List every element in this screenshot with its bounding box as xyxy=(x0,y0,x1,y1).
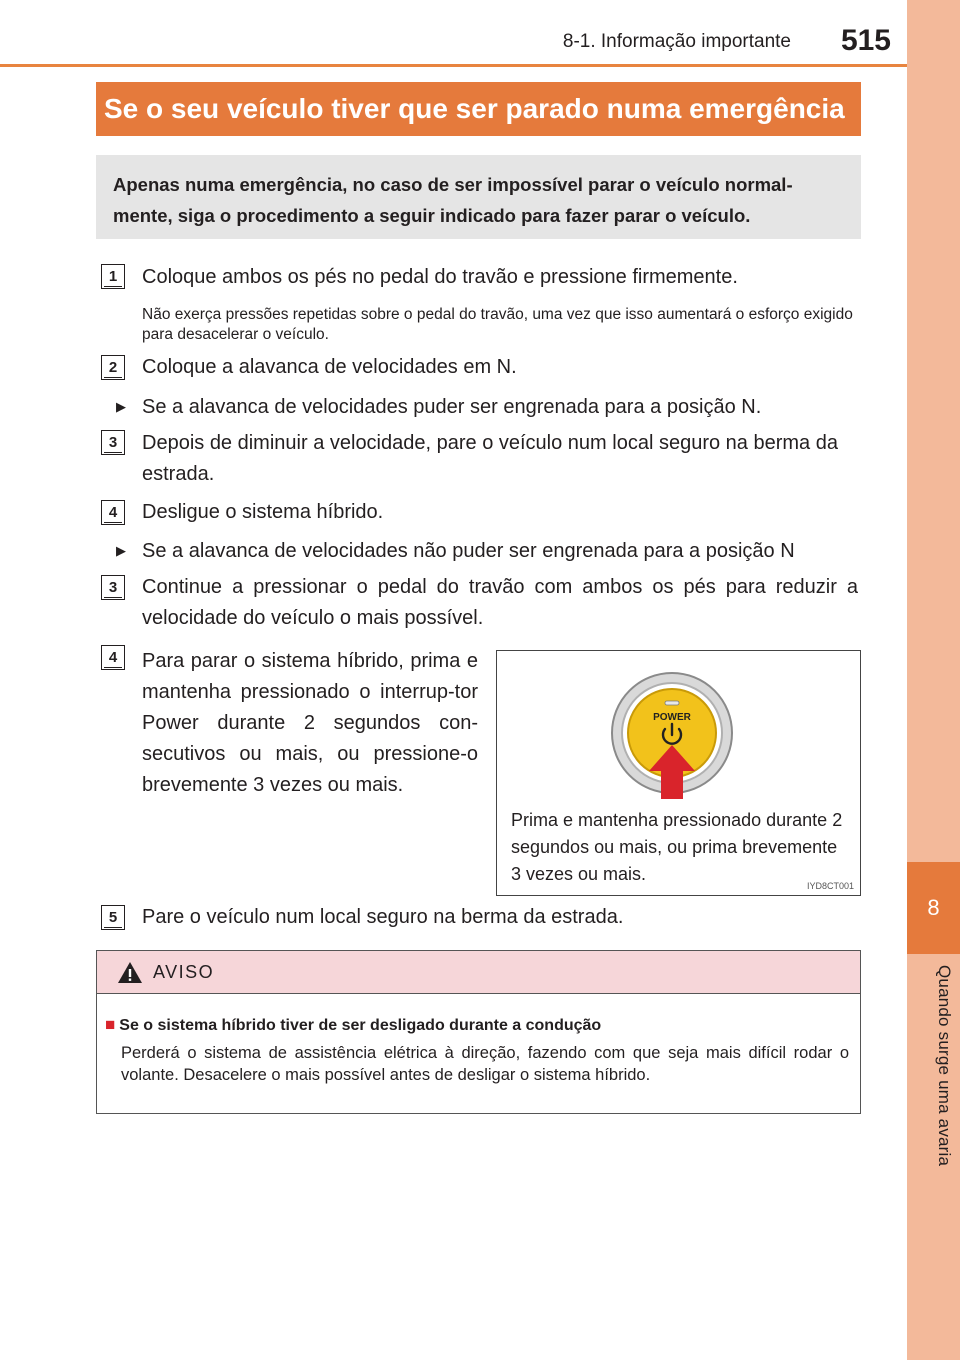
step-text: Continue a pressionar o pedal do travão com ambos os pés para reduzir a velocidade do veículo o mais possível. xyxy=(142,576,858,629)
power-switch-figure xyxy=(496,650,861,896)
warning-triangle-icon xyxy=(117,961,143,984)
running-header xyxy=(0,24,895,64)
warning-body: Perderá o sistema de assistência elétrica à direção, fazendo com que seja mais difícil rodar o volante. Desacelere o mais possível antes de desligar o sistema híbrido. xyxy=(121,1044,849,1084)
page-number: 515 xyxy=(840,24,891,57)
step-text: Depois de diminuir a velocidade, pare o veículo num local seguro na berma da estrada. xyxy=(142,432,838,485)
step-text: Para parar o sistema híbrido, prima e mantenha pressionado o interrup-tor Power durante 2 segundos con-secutivos ou mais, ou pressione-o brevemente 3 vezes ou mais. xyxy=(142,650,478,796)
step-number: 4 xyxy=(101,645,125,670)
warning-title-text: Se o sistema híbrido tiver de ser desligado durante a condução xyxy=(119,1017,602,1034)
chapter-title: Quando surge uma avaria xyxy=(935,965,954,1167)
page-title: Se o seu veículo tiver que ser parado numa emergência xyxy=(96,82,861,136)
condition-text: Se a alavanca de velocidades puder ser engrenada para a posição N. xyxy=(142,396,762,418)
figure-code: IYD8CT001 xyxy=(806,881,854,891)
chapter-number: 8 xyxy=(907,862,960,954)
condition-text: Se a alavanca de velocidades não puder ser engrenada para a posição N xyxy=(142,540,795,562)
step-text: Desligue o sistema híbrido. xyxy=(142,501,384,523)
step-note: Não exerça pressões repetidas sobre o pedal do travão, uma vez que isso aumentará o esforço exigido para desacelerar o veículo. xyxy=(142,306,853,343)
warning-title xyxy=(105,1015,601,1035)
intro-box: Apenas numa emergência, no caso de ser impossível parar o veículo normal-mente, siga o procedimento a seguir indicado para fazer parar o veículo. xyxy=(96,155,861,239)
condition-line xyxy=(116,535,856,567)
step-text: Coloque ambos os pés no pedal do travão e pressione firmemente. xyxy=(142,266,738,288)
triangle-right-icon: ▶ xyxy=(116,399,126,414)
figure-caption: Prima e mantenha pressionado durante 2 segundos ou mais, ou prima brevemente 3 vezes ou mais. xyxy=(511,810,843,884)
warning-box xyxy=(96,950,861,1114)
power-button-icon xyxy=(607,671,737,801)
condition-line xyxy=(116,391,856,423)
step-number: 3 xyxy=(101,575,125,600)
triangle-right-icon: ▶ xyxy=(116,543,126,558)
step-number: 5 xyxy=(101,905,125,930)
warning-header xyxy=(97,951,860,994)
warning-label: AVISO xyxy=(153,961,215,982)
step-number: 2 xyxy=(101,355,125,380)
step-number: 4 xyxy=(101,500,125,525)
header-rule xyxy=(0,64,907,67)
step-number: 1 xyxy=(101,264,125,289)
step-text: Coloque a alavanca de velocidades em N. xyxy=(142,356,517,378)
power-button-label: POWER xyxy=(653,712,691,723)
step-text: Pare o veículo num local seguro na berma da estrada. xyxy=(142,906,624,928)
step-number: 3 xyxy=(101,430,125,455)
section-name: 8-1. Informação importante xyxy=(562,31,791,52)
bullet-square-icon: ■ xyxy=(105,1015,116,1034)
